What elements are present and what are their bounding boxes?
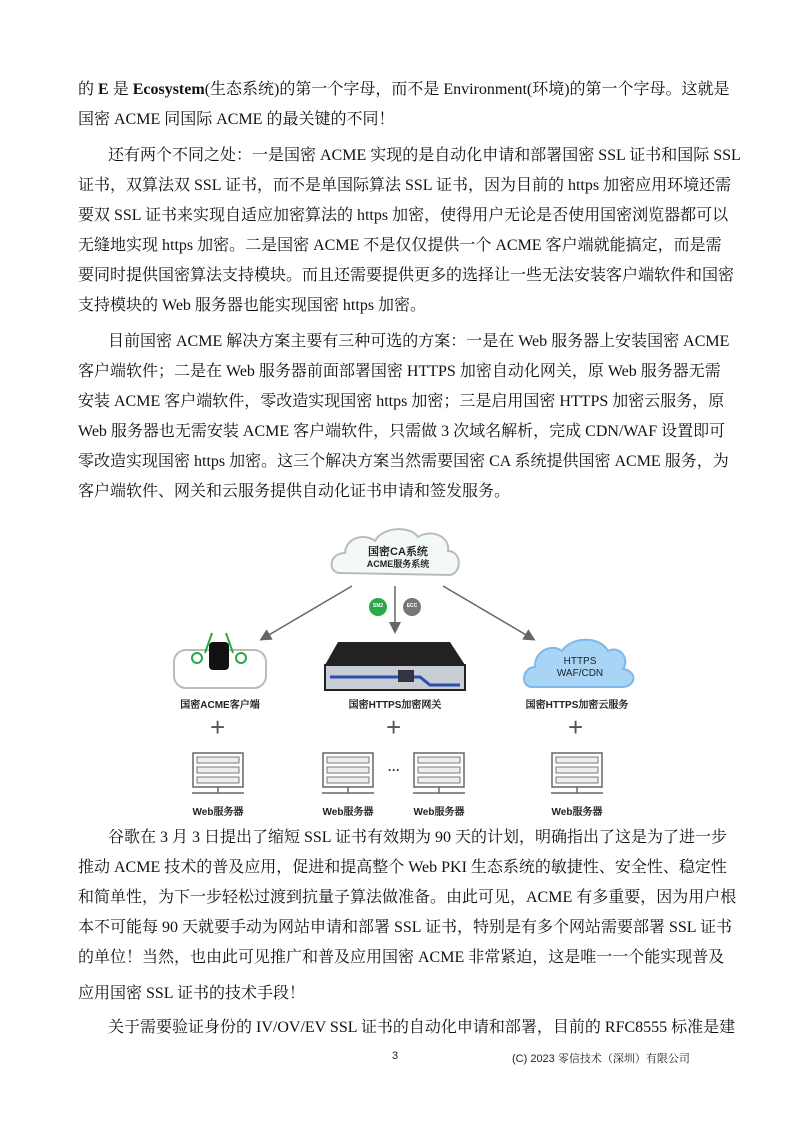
text-line: 要同时提供国密算法支持模块。而且还需要提供更多的选择让一些无法安装客户端软件和国密	[78, 267, 735, 284]
plus-sign: +	[568, 712, 584, 742]
text-line: 客户端软件；二是在 Web 服务器前面部署国密 HTTPS 加密自动化网关，原 Web 服务器无需	[78, 363, 721, 380]
server-icon	[413, 752, 465, 797]
sm2-badge-text: SM2	[372, 603, 384, 609]
server-label: Web服务器	[413, 807, 465, 818]
server-icon	[551, 752, 603, 797]
cloud-https-text: HTTPS	[563, 656, 597, 667]
plus-sign: +	[386, 712, 402, 742]
server-icon	[192, 752, 244, 797]
acme-architecture-diagram	[160, 525, 640, 825]
ecc-badge-text: ECC	[406, 603, 418, 609]
cloud-waf-cdn-text: WAF/CDN	[556, 668, 604, 679]
text-line: 证书，双算法双 SSL 证书，而不是单国际算法 SSL 证书，因为目前的 https 加密应用环境还需	[78, 177, 732, 194]
text-line: 支持模块的 Web 服务器也能实现国密 https 加密。	[78, 297, 427, 314]
text: 是	[108, 81, 133, 98]
text-line: 客户端软件、网关和云服务提供自动化证书申请和签发服务。	[78, 483, 511, 500]
text-line: 还有两个不同之处：一是国密 ACME 实现的是自动化申请和部署国密 SSL 证书和国际 SSL	[108, 147, 741, 164]
text-line: 本不可能每 90 天就要手动为网站申请和部署 SSL 证书，特别是有多个网站需要部署 SSL 证书	[78, 919, 732, 936]
text-line: 国密 ACME 同国际 ACME 的最关键的不同！	[78, 111, 395, 128]
text: (生态系统)的第一个字母，而不是 Environment(环境)的第一个字母。这就是	[204, 81, 730, 98]
text-line: 零改造实现国密 https 加密。这三个解决方案当然需要国密 CA 系统提供国密 ACME 服务，为	[78, 453, 729, 470]
text-line: 目前国密 ACME 解决方案主要有三种可选的方案：一是在 Web 服务器上安装国密 ACME	[108, 333, 730, 350]
text-line: 推动 ACME 技术的普及应用，促进和提高整个 Web PKI 生态系统的敏捷性、安全性、稳定性	[78, 859, 727, 876]
robot-icon	[209, 642, 229, 670]
bold-text: Ecosystem	[132, 81, 205, 98]
server-label: Web服务器	[322, 807, 374, 818]
bold-text: E	[98, 81, 109, 98]
text-line: 关于需要验证身份的 IV/OV/EV SSL 证书的自动化申请和部署，目前的 RFC8555 标准是建	[108, 1019, 736, 1036]
text-line: 应用国密 SSL 证书的技术手段！	[78, 985, 305, 1002]
footer-copyright: (C) 2023 零信技术（深圳）有限公司	[512, 1053, 690, 1065]
acme-service-label: ACME服务系统	[366, 559, 430, 569]
page-number: 3	[392, 1050, 399, 1062]
server-label: Web服务器	[551, 807, 603, 818]
text: 的	[78, 81, 99, 98]
plus-sign: +	[210, 712, 226, 742]
text-line: 的单位！当然，也由此可见推广和普及应用国密 ACME 非常紧迫，这是唯一一个能实现普及	[78, 949, 725, 966]
text-line: 和简单性，为下一步轻松过渡到抗量子算法做准备。由此可见，ACME 有多重要，因为用户根	[78, 889, 737, 906]
text-line	[78, 80, 730, 100]
text-line: 安装 ACME 客户端软件，零改造实现国密 https 加密；三是启用国密 HTTPS 加密云服务，原	[78, 393, 725, 410]
client-label: 国密ACME客户端	[180, 700, 260, 711]
text-line: Web 服务器也无需安装 ACME 客户端软件，只需做 3 次域名解析，完成 CDN/WAF 设置即可	[78, 423, 726, 440]
gateway-device-icon	[325, 642, 465, 665]
ca-system-label: 国密CA系统	[368, 546, 428, 558]
text-line: 谷歌在 3 月 3 日提出了缩短 SSL 证书有效期为 90 天的计划，明确指出了这是为了进一步	[108, 829, 727, 846]
server-label: Web服务器	[192, 807, 244, 818]
ellipsis: ···	[388, 763, 400, 777]
text-line: 无缝地实现 https 加密。二是国密 ACME 不是仅仅提供一个 ACME 客户端就能搞定，而是需	[78, 237, 722, 254]
cloud-service-label: 国密HTTPS加密云服务	[525, 700, 629, 711]
text-line: 要双 SSL 证书来实现自适应加密算法的 https 加密，使得用户无论是否使用国密浏览器都可以	[78, 207, 729, 224]
server-icon	[322, 752, 374, 797]
gateway-label: 国密HTTPS加密网关	[348, 700, 442, 711]
